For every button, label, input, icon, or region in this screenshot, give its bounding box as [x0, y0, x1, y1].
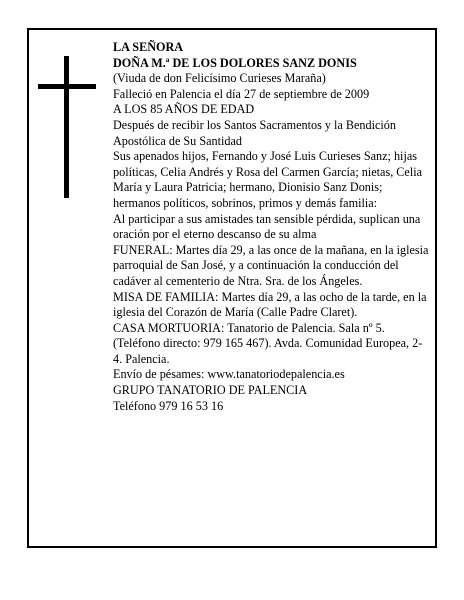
- cross-vertical-bar: [64, 56, 69, 198]
- family-members: Sus apenados hijos, Fernando y José Luis Curieses Sanz; hijas políticas, Celia Andrés y Rosa del Carmen García; nietas, Celia María y Laura Patricia; hermano, Dionisio Sanz Donis; hermanos políticos, sobrinos, primos y demás familia:: [113, 149, 423, 210]
- widow-of: (Viuda de don Felicísimo Curieses Maraña): [113, 71, 326, 86]
- company-name: GRUPO TANATORIO DE PALENCIA: [113, 383, 308, 398]
- prayer-request: Al participar a sus amistades tan sensible pérdida, suplican una oración por el eterno descanso de su alma: [113, 211, 421, 242]
- funeral-info: FUNERAL: Martes día 29, a las once de la mañana, en la iglesia parroquial de San José, y a continuación la conducción del cadáver al cementerio de Ntra. Sra. de los Ángeles.: [113, 242, 429, 288]
- cross-horizontal-bar: [38, 84, 96, 89]
- age-at-death: A LOS 85 AÑOS DE EDAD: [113, 102, 255, 117]
- deceased-name: DOÑA M.ª DE LOS DOLORES SANZ DONIS: [113, 55, 357, 70]
- condolences-info: Envío de pésames: www.tanatoriodepalencia.es: [113, 367, 345, 382]
- company-phone: Teléfono 979 16 53 16: [113, 398, 224, 413]
- sacraments-text: Después de recibir los Santos Sacramentos y la Bendición Apostólica de Su Santidad: [113, 117, 396, 148]
- notice-title: LA SEÑORA: [113, 40, 184, 54]
- obituary-text: [113, 40, 429, 414]
- mortuary-info: CASA MORTUORIA: Tanatorio de Palencia. Sala nº 5. (Teléfono directo: 979 165 467). Avda. Comunidad Europea, 2-4. Palencia.: [113, 320, 423, 366]
- death-date: Falleció en Palencia el día 27 de septiembre de 2009: [113, 86, 370, 101]
- family-mass-info: MISA DE FAMILIA: Martes día 29, a las ocho de la tarde, en la iglesia del Corazón de María (Calle Padre Claret).: [113, 289, 427, 320]
